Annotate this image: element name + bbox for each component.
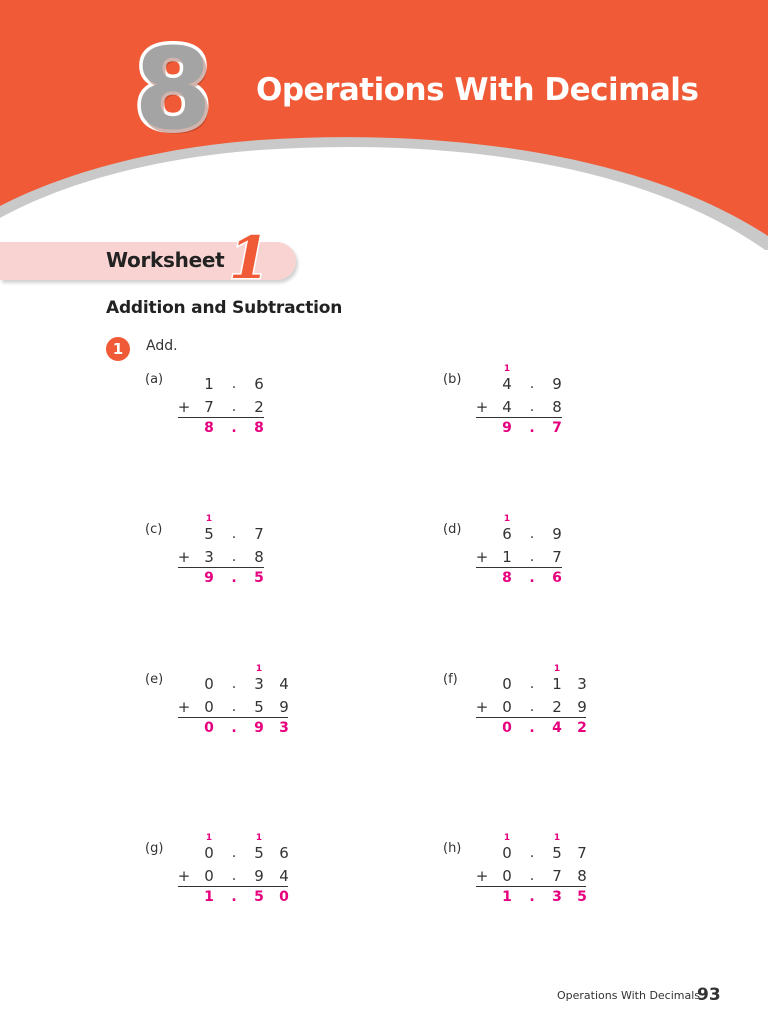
problem-label: (b) <box>443 372 462 387</box>
decimal-point: . <box>529 549 535 565</box>
page-number: 93 <box>697 985 721 1005</box>
top-digit: 3 <box>254 675 264 693</box>
decimal-point: . <box>529 399 535 415</box>
footer-chapter-title: Operations With Decimals <box>557 989 701 1002</box>
bottom-digit: 4 <box>502 398 512 416</box>
bottom-digit: 9 <box>577 698 587 716</box>
top-digit: 1 <box>552 675 562 693</box>
answer-decimal-point: . <box>231 420 237 436</box>
top-digit: 7 <box>254 525 264 543</box>
problem-label: (g) <box>145 841 164 856</box>
answer-digit: 5 <box>577 889 587 905</box>
bottom-digit: 1 <box>502 548 512 566</box>
decimal-point: . <box>529 526 535 542</box>
sum-rule <box>476 417 562 418</box>
sum-rule <box>476 567 562 568</box>
carry-digit: 1 <box>553 664 561 674</box>
problem-label: (a) <box>145 372 164 387</box>
decimal-point: . <box>231 845 237 861</box>
bottom-digit: 0 <box>204 698 214 716</box>
decimal-point: . <box>529 676 535 692</box>
top-digit: 6 <box>279 844 289 862</box>
answer-digit: 1 <box>502 889 512 905</box>
carry-digit: 1 <box>255 664 263 674</box>
answer-decimal-point: . <box>529 570 535 586</box>
answer-digit: 2 <box>577 720 587 736</box>
decimal-point: . <box>231 399 237 415</box>
plus-sign: + <box>177 398 191 416</box>
decimal-point: . <box>231 699 237 715</box>
bottom-digit: 8 <box>254 548 264 566</box>
answer-decimal-point: . <box>529 420 535 436</box>
bottom-digit: 2 <box>552 698 562 716</box>
bottom-digit: 0 <box>204 867 214 885</box>
plus-sign: + <box>177 698 191 716</box>
problem-label: (d) <box>443 522 462 537</box>
answer-digit: 8 <box>502 570 512 586</box>
plus-sign: + <box>475 398 489 416</box>
chapter-header-band <box>0 0 768 250</box>
answer-digit: 0 <box>204 720 214 736</box>
sum-rule <box>476 886 586 887</box>
answer-digit: 0 <box>502 720 512 736</box>
top-digit: 9 <box>552 525 562 543</box>
answer-digit: 6 <box>552 570 562 586</box>
answer-decimal-point: . <box>529 720 535 736</box>
plus-sign: + <box>475 867 489 885</box>
top-digit: 4 <box>279 675 289 693</box>
answer-decimal-point: . <box>231 570 237 586</box>
sum-rule <box>178 567 264 568</box>
top-digit: 5 <box>254 844 264 862</box>
top-digit: 6 <box>502 525 512 543</box>
decimal-point: . <box>231 526 237 542</box>
problem-label: (c) <box>145 522 163 537</box>
carry-digit: 1 <box>255 833 263 843</box>
plus-sign: + <box>475 698 489 716</box>
answer-digit: 9 <box>204 570 214 586</box>
decimal-point: . <box>529 868 535 884</box>
question-instruction: Add. <box>146 338 178 354</box>
top-digit: 0 <box>204 844 214 862</box>
problem-label: (f) <box>443 672 458 687</box>
answer-decimal-point: . <box>529 889 535 905</box>
answer-digit: 1 <box>204 889 214 905</box>
decimal-point: . <box>231 549 237 565</box>
top-digit: 0 <box>502 675 512 693</box>
answer-digit: 7 <box>552 420 562 436</box>
answer-digit: 3 <box>552 889 562 905</box>
plus-sign: + <box>177 548 191 566</box>
sum-rule <box>178 886 288 887</box>
bottom-digit: 7 <box>552 548 562 566</box>
plus-sign: + <box>475 548 489 566</box>
chapter-title: Operations With Decimals <box>256 72 699 108</box>
sum-rule <box>476 717 586 718</box>
answer-digit: 5 <box>254 889 264 905</box>
worksheet-number: 1 <box>229 224 270 292</box>
top-digit: 4 <box>502 375 512 393</box>
answer-digit: 4 <box>552 720 562 736</box>
sum-rule <box>178 717 288 718</box>
bottom-digit: 8 <box>552 398 562 416</box>
bottom-digit: 8 <box>577 867 587 885</box>
top-digit: 3 <box>577 675 587 693</box>
bottom-digit: 0 <box>502 698 512 716</box>
answer-decimal-point: . <box>231 889 237 905</box>
answer-digit: 3 <box>279 720 289 736</box>
bottom-digit: 2 <box>254 398 264 416</box>
carry-digit: 1 <box>205 833 213 843</box>
top-digit: 5 <box>552 844 562 862</box>
bottom-digit: 5 <box>254 698 264 716</box>
top-digit: 1 <box>204 375 214 393</box>
decimal-point: . <box>231 868 237 884</box>
bottom-digit: 0 <box>502 867 512 885</box>
answer-digit: 8 <box>254 420 264 436</box>
chapter-number: 8 <box>134 25 212 155</box>
problem-label: (e) <box>145 672 164 687</box>
problem-label: (h) <box>443 841 462 856</box>
question-number-badge: 1 <box>106 337 130 361</box>
carry-digit: 1 <box>205 514 213 524</box>
carry-digit: 1 <box>553 833 561 843</box>
top-digit: 5 <box>204 525 214 543</box>
top-digit: 0 <box>502 844 512 862</box>
bottom-digit: 3 <box>204 548 214 566</box>
bottom-digit: 7 <box>204 398 214 416</box>
worksheet-label: Worksheet <box>106 248 225 272</box>
plus-sign: + <box>177 867 191 885</box>
top-digit: 0 <box>204 675 214 693</box>
answer-digit: 9 <box>502 420 512 436</box>
carry-digit: 1 <box>503 833 511 843</box>
decimal-point: . <box>529 376 535 392</box>
answer-digit: 9 <box>254 720 264 736</box>
top-digit: 9 <box>552 375 562 393</box>
decimal-point: . <box>529 845 535 861</box>
bottom-digit: 9 <box>254 867 264 885</box>
carry-digit: 1 <box>503 364 511 374</box>
bottom-digit: 9 <box>279 698 289 716</box>
bottom-digit: 4 <box>279 867 289 885</box>
decimal-point: . <box>231 376 237 392</box>
header-orange-band <box>0 0 768 236</box>
carry-digit: 1 <box>503 514 511 524</box>
decimal-point: . <box>231 676 237 692</box>
answer-decimal-point: . <box>231 720 237 736</box>
answer-digit: 8 <box>204 420 214 436</box>
answer-digit: 0 <box>279 889 289 905</box>
bottom-digit: 7 <box>552 867 562 885</box>
decimal-point: . <box>529 699 535 715</box>
sum-rule <box>178 417 264 418</box>
answer-digit: 5 <box>254 570 264 586</box>
top-digit: 7 <box>577 844 587 862</box>
section-title: Addition and Subtraction <box>106 298 343 318</box>
top-digit: 6 <box>254 375 264 393</box>
